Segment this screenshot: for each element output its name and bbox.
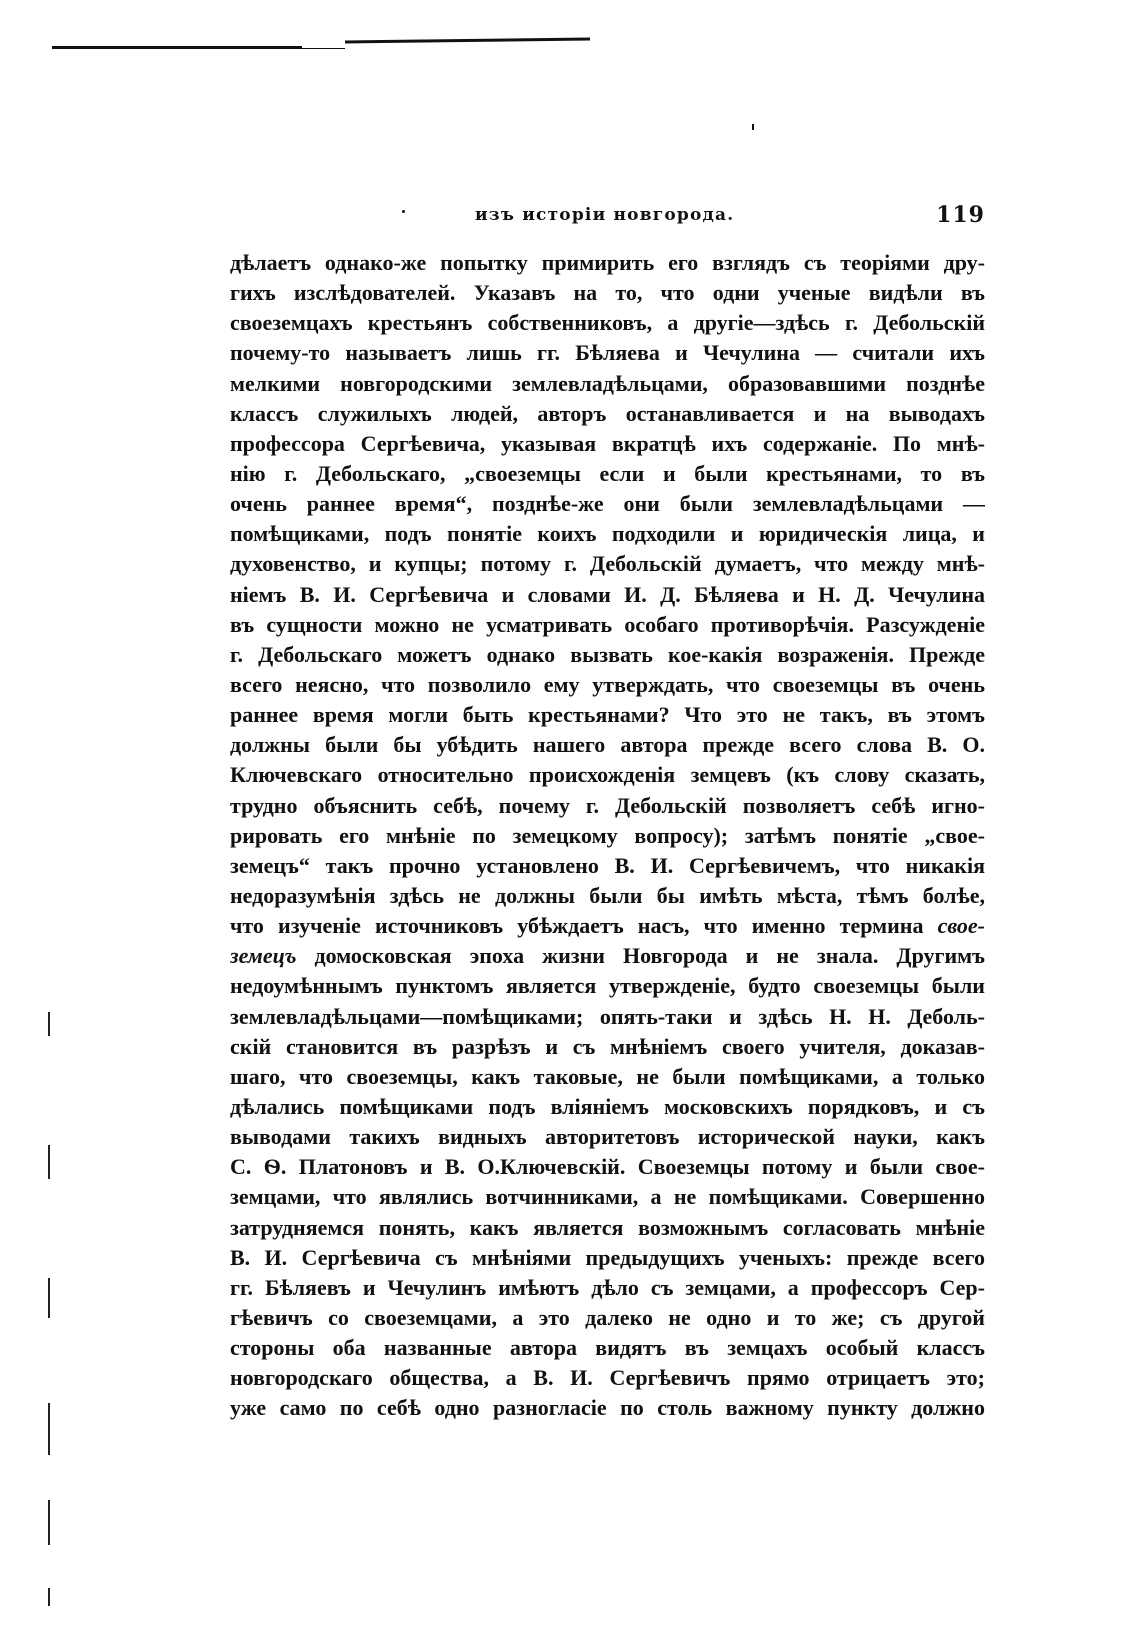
text-line: мелкими новгородскими землевладѣльцами, образовавшими позднѣе bbox=[230, 370, 985, 396]
text-line: духовенство, и купцы; потому г. Дебольскій думаетъ, что между мнѣ- bbox=[230, 551, 985, 577]
text-line: классъ служилыхъ людей, авторъ останавливается и на выводахъ bbox=[230, 400, 985, 426]
scan-speck bbox=[752, 124, 754, 130]
text-line: Ключевскаго относительно происхожденія земцевъ (къ слову сказать, bbox=[230, 762, 985, 788]
text-line: дѣлались помѣщиками подъ вліяніемъ московскихъ порядковъ, и съ bbox=[230, 1093, 985, 1119]
scan-top-rule-right bbox=[345, 38, 590, 44]
text-line: помѣщиками, подъ понятіе коихъ подходили и юридическія лица, и bbox=[230, 521, 985, 547]
body-text bbox=[230, 248, 985, 1423]
text-line: должны были бы убѣдить нашего автора прежде всего слова В. О. bbox=[230, 732, 985, 758]
text-line: новгородскаго общества, а В. И. Сергѣевичъ прямо отрицаетъ это; bbox=[230, 1365, 985, 1391]
text-line: профессора Сергѣевича, указывая вкратцѣ ихъ содержаніе. По мнѣ- bbox=[230, 430, 985, 456]
page-number: 119 bbox=[936, 202, 985, 228]
text-line: стороны оба названные автора видятъ въ земцахъ особый классъ bbox=[230, 1335, 985, 1361]
text-line: В. И. Сергѣевича съ мнѣніями предыдущихъ ученыхъ: прежде всего bbox=[230, 1244, 985, 1270]
text-line: скій становится въ разрѣзъ и съ мнѣніемъ своего учителя, доказав- bbox=[230, 1033, 985, 1059]
text-line: уже само по себѣ одно разногласіе по столь важному пункту должно bbox=[230, 1395, 985, 1421]
text-line: почему-то называетъ лишь гг. Бѣляева и Чечулина — считали ихъ bbox=[230, 340, 985, 366]
text-line: недоразумѣнія здѣсь не должны были бы имѣть мѣста, тѣмъ болѣе, bbox=[230, 882, 985, 908]
binding-edge-mark bbox=[48, 1145, 50, 1179]
text-line: гѣевичъ со своеземцами, а это далеко не одно и то же; съ другой bbox=[230, 1304, 985, 1330]
text-line: очень раннее время“, позднѣе-же они были землевладѣльцами — bbox=[230, 491, 985, 517]
binding-edge-mark bbox=[48, 1403, 50, 1455]
running-header bbox=[230, 202, 985, 232]
text-line: трудно объяснить себѣ, почему г. Дебольскій позволяетъ себѣ игно- bbox=[230, 792, 985, 818]
text-line: шаго, что своеземцы, какъ таковые, не были помѣщиками, а только bbox=[230, 1063, 985, 1089]
text-line-with-italic-term bbox=[230, 941, 985, 971]
text-line: затрудняемся понять, какъ является возможнымъ согласовать мнѣніе bbox=[230, 1214, 985, 1240]
text-line: ніемъ В. И. Сергѣевича и словами И. Д. Бѣляева и Н. Д. Чечулина bbox=[230, 581, 985, 607]
text-line: раннее время могли быть крестьянами? Что это не такъ, въ этомъ bbox=[230, 702, 985, 728]
scan-top-rule-left bbox=[52, 46, 302, 49]
text-line: выводами такихъ видныхъ авторитетовъ исторической науки, какъ bbox=[230, 1124, 985, 1150]
binding-edge-mark bbox=[48, 1588, 50, 1606]
text-line: недоумѣннымъ пунктомъ является утвержденіе, будто своеземцы были bbox=[230, 973, 985, 999]
binding-edge-mark bbox=[48, 1012, 50, 1036]
text-line: своеземцахъ крестьянъ собственниковъ, а другіе—здѣсь г. Дебольскій bbox=[230, 310, 985, 336]
text-segment: что изученіе источниковъ убѣждаетъ насъ, что именно термина bbox=[230, 913, 924, 939]
binding-edge-mark bbox=[48, 1278, 50, 1318]
text-segment: домосковская эпоха жизни Новгорода и не знала. Другимъ bbox=[314, 943, 985, 969]
text-line-with-italic-term bbox=[230, 911, 985, 941]
text-line: г. Дебольскаго можетъ однако вызвать кое-какія возраженія. Прежде bbox=[230, 641, 985, 667]
italic-term: земецъ bbox=[230, 943, 297, 969]
text-line: въ сущности можно не усматривать особаго противорѣчія. Разсужденіе bbox=[230, 611, 985, 637]
binding-edge-mark bbox=[48, 1500, 50, 1545]
text-line: земецъ“ такъ прочно установлено В. И. Сергѣевичемъ, что никакія bbox=[230, 852, 985, 878]
text-line: дѣлаетъ однако-же попытку примирить его взглядъ съ теоріями дру- bbox=[230, 250, 985, 275]
text-line: гихъ изслѣдователей. Указавъ на то, что одни ученые видѣли въ bbox=[230, 280, 985, 306]
running-header-title: изъ исторіи новгорода. bbox=[475, 205, 735, 225]
text-line: С. Ѳ. Платоновъ и В. О.Ключевскій. Своеземцы потому и были свое- bbox=[230, 1154, 985, 1180]
text-line: земцами, что являлись вотчинниками, а не помѣщиками. Совершенно bbox=[230, 1184, 985, 1210]
text-line: рировать его мнѣніе по земецкому вопросу); затѣмъ понятіе „свое- bbox=[230, 822, 985, 848]
scan-top-rule-gap bbox=[300, 48, 345, 49]
italic-term: свое- bbox=[937, 913, 985, 939]
text-line: нію г. Дебольскаго, „своеземцы если и были крестьянами, то въ bbox=[230, 460, 985, 486]
text-line: всего неясно, что позволило ему утверждать, что своеземцы въ очень bbox=[230, 671, 985, 697]
text-line: землевладѣльцами—помѣщиками; опять-таки и здѣсь Н. Н. Дeболь- bbox=[230, 1003, 985, 1029]
text-line: гг. Бѣляевъ и Чечулинъ имѣютъ дѣло съ земцами, а профессоръ Сер- bbox=[230, 1274, 985, 1300]
